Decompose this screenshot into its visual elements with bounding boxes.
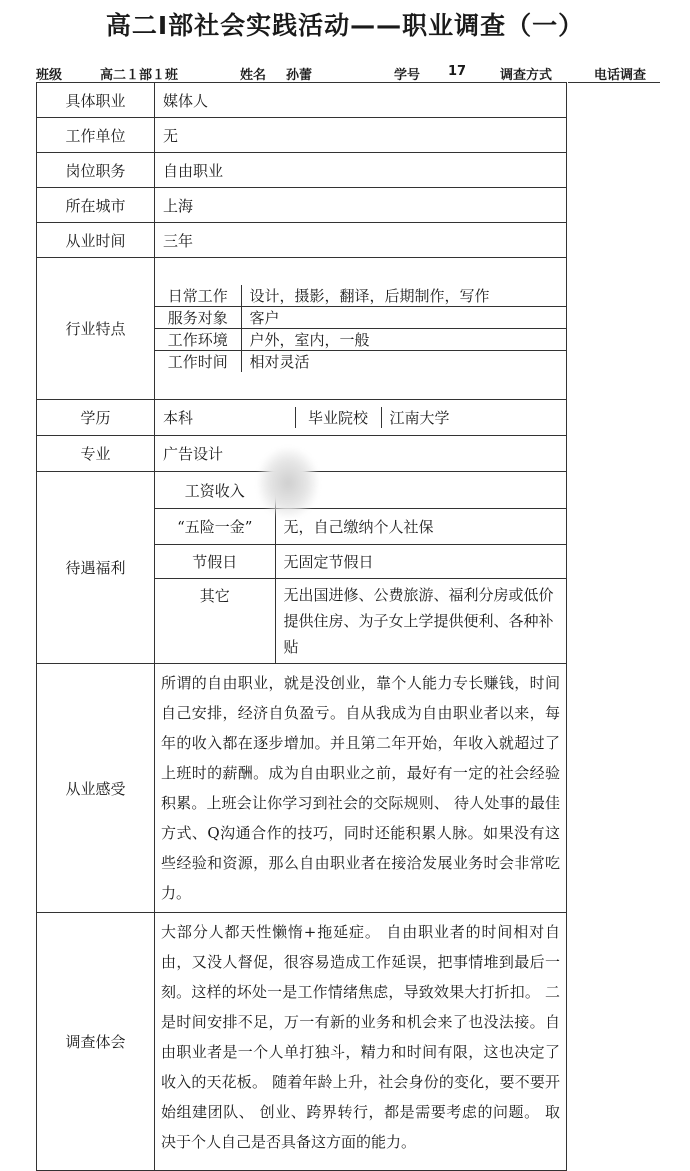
industry-key: 工作时间: [155, 351, 241, 373]
name-label: 姓名: [240, 68, 267, 83]
occupation-value: 媒体人: [155, 83, 567, 118]
industry-label: 行业特点: [37, 258, 155, 400]
occupation-label: 具体职业: [37, 83, 155, 118]
benefits-key: 节假日: [155, 544, 275, 578]
industry-cell: [155, 258, 567, 400]
class-value: 高二１部１班: [100, 68, 179, 83]
employer-label: 工作单位: [37, 118, 155, 153]
city-label: 所在城市: [37, 188, 155, 223]
benefits-key: “五险一金”: [155, 508, 275, 544]
industry-table: [155, 285, 566, 372]
student-id-value: 17: [448, 64, 467, 79]
benefits-label: 待遇福利: [37, 472, 155, 664]
years-value: 三年: [155, 223, 567, 258]
benefits-key: 工资收入: [155, 472, 275, 508]
name-value: 孙蕾: [286, 68, 313, 83]
redaction-blur: [258, 448, 318, 518]
school-label: 毕业院校: [295, 407, 381, 428]
education-label: 学历: [37, 400, 155, 436]
education-table: [155, 407, 566, 428]
industry-key: 日常工作: [155, 285, 241, 307]
benefits-cell: [155, 472, 567, 664]
school-value: 江南大学: [381, 407, 566, 428]
survey-method-label: 调查方式: [500, 68, 553, 83]
industry-value: 设计，摄影，翻译，后期制作，写作: [241, 285, 566, 307]
benefits-key: 其它: [155, 578, 275, 663]
major-label: 专业: [37, 436, 155, 472]
survey-table: [36, 82, 567, 1171]
education-cell: [155, 400, 567, 436]
reflection-text: 大部分人都天性懒惰+拖延症。 自由职业者的时间相对自由，又没人督促，很容易造成工作延误，把事情堆到最后一刻。这样的坏处一是工作情绪焦虑，导致效果大打折扣。 二是时间安排不足，万一有新的业务和机会来了也没法接。自由职业者是一个人单打独斗，精力和时间有限，这也决定了收入的天花板。 随着年龄上升，社会身份的变化，要不要开始组建团队、 创业、跨界转行，都是需要考虑的问题。 取决于个人自己是否具备这方面的能力。: [155, 913, 567, 1171]
benefits-value: [275, 472, 566, 508]
industry-value: 户外，室内，一般: [241, 329, 566, 351]
major-value: 广告设计: [155, 436, 567, 472]
employer-value: 无: [155, 118, 567, 153]
student-id-label: 学号: [394, 68, 421, 83]
education-value: 本科: [155, 407, 295, 428]
benefits-value: 无出国进修、公费旅游、福利分房或低价提供住房、为子女上学提供便利、各种补贴: [275, 578, 566, 663]
feeling-label: 从业感受: [37, 664, 155, 913]
position-value: 自由职业: [155, 153, 567, 188]
industry-key: 服务对象: [155, 307, 241, 329]
industry-key: 工作环境: [155, 329, 241, 351]
city-value: 上海: [155, 188, 567, 223]
page-title: 高二Ⅰ部社会实践活动——职业调查（一）: [105, 11, 585, 40]
survey-method-value: 电话调查: [594, 68, 647, 83]
feeling-text: 所谓的自由职业，就是没创业，靠个人能力专长赚钱，时间自己安排，经济自负盈亏。自从我成为自由职业者以来，每年的收入都在逐步增加。并且第二年开始，年收入就超过了上班时的薪酬。成为自由职业之前，最好有一定的社会经验积累。上班会让你学习到社会的交际规则、 待人处事的最佳方式、Q沟通合作的技巧，同时还能积累人脉。如果没有这些经验和资源，那么自由职业者在接洽发展业务时会非常吃力。: [155, 664, 567, 913]
benefits-value: 无，自己缴纳个人社保: [275, 508, 566, 544]
benefits-value: 无固定节假日: [275, 544, 566, 578]
industry-value: 客户: [241, 307, 566, 329]
benefits-table: [155, 472, 566, 663]
years-label: 从业时间: [37, 223, 155, 258]
industry-value: 相对灵活: [241, 351, 566, 373]
reflection-label: 调查体会: [37, 913, 155, 1171]
position-label: 岗位职务: [37, 153, 155, 188]
class-label: 班级: [36, 68, 63, 83]
